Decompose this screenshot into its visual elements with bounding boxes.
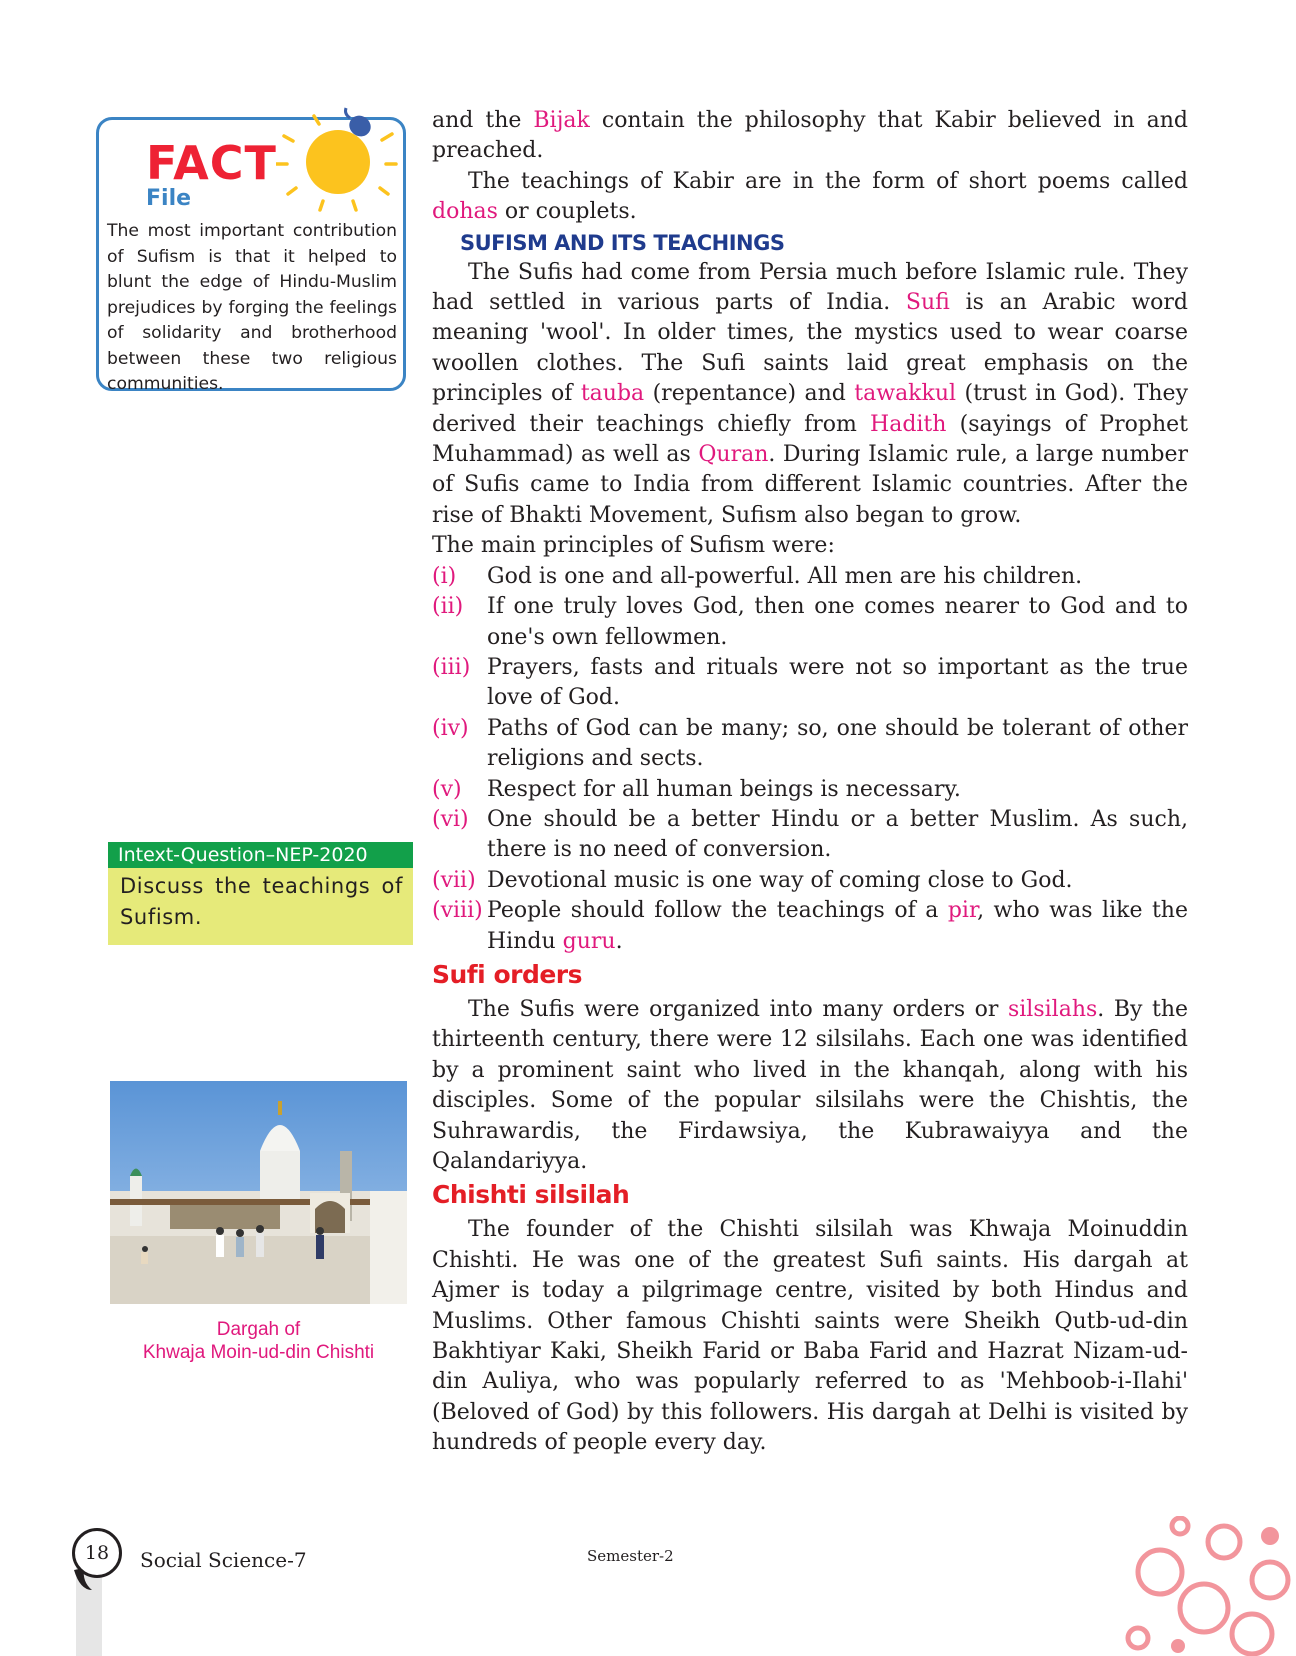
principle-number: (viii) — [432, 898, 483, 924]
dargah-photo — [110, 1081, 407, 1304]
book-title: Social Science-7 — [140, 1548, 307, 1572]
decorative-circles-icon — [1120, 1516, 1296, 1656]
text-run: People should follow the teachings of a — [487, 898, 948, 924]
semester-label: Semester-2 — [587, 1547, 674, 1565]
principle-text: Respect for all human beings is necessary. — [487, 776, 961, 802]
principle-text: Devotional music is one way of coming close to God. — [487, 867, 1073, 893]
keyword-tauba: tauba — [580, 381, 645, 407]
keyword-tawakkul: tawakkul — [854, 381, 957, 407]
fact-file-text: The most important contribution of Sufism is that it helped to blunt the edge of Hindu-Muslim prejudices by forging the feelings of solidarity and brotherhood between these two religious communities. — [107, 221, 397, 394]
text-run: . By the thirteenth century, there were 12 silsilahs. Each one was identified by a prominent saint who lived in the khanqah, along with his disciples. Some of the popular silsilahs were the Chishtis, the Suhrawardis, the Firdawsiya, the Kubrawaiyya and the Qalandariyya. — [432, 996, 1189, 1174]
keyword-bijak: Bijak — [533, 108, 590, 133]
lightbulb-sun-icon — [276, 104, 408, 214]
dargah-illustration — [110, 1081, 407, 1304]
heading-sufi-orders: Sufi orders — [432, 959, 583, 989]
principle-item — [432, 562, 1188, 592]
principles-intro: The main principles of Sufism were: — [432, 533, 835, 559]
text-run: The Sufis had come from Persia much before Islamic rule. They had settled in various parts of India. — [432, 259, 1188, 316]
heading-sufism-teachings: SUFISM AND ITS TEACHINGS — [460, 230, 785, 255]
text-run: (trust in God). They derived their teachings chiefly from — [432, 381, 1188, 437]
photo-caption-line2: Khwaja Moin-ud-din Chishti — [142, 1342, 375, 1363]
text-run: (sayings of Prophet Muhammad) as well as — [432, 411, 1188, 468]
principle-text: Prayers, fasts and rituals were not so important as the true love of God. — [487, 654, 1188, 711]
photo-caption-line1: Dargah of — [216, 1319, 301, 1340]
principle-number: (i) — [432, 563, 457, 589]
text-run: (repentance) and — [644, 381, 855, 407]
paragraph-sufis — [432, 258, 1188, 532]
keyword-pir: pir — [947, 898, 978, 924]
fact-file-subtitle: File — [146, 186, 192, 211]
photo-caption — [110, 1318, 407, 1364]
intext-question-text: Discuss the teachings of Sufism. — [108, 868, 413, 945]
principle-text: Paths of God can be many; so, one should be tolerant of other religions and sects. — [487, 715, 1188, 772]
keyword-guru: guru — [562, 928, 616, 954]
principle-text: One should be a better Hindu or a better Muslim. As such, there is no need of conversion. — [487, 806, 1188, 863]
principle-number: (vi) — [432, 806, 469, 832]
principle-item — [432, 805, 1188, 866]
principle-number: (iv) — [432, 715, 469, 741]
text-run: is an Arabic word meaning 'wool'. In older times, the mystics used to wear coarse woollen clothes. The Sufi saints laid great emphasis on the principles of — [432, 290, 1188, 407]
keyword-quran: Quran — [698, 442, 769, 468]
text-run: The teachings of Kabir are in the form of short poems called — [468, 168, 1188, 194]
paragraph-silsilahs — [432, 995, 1188, 1177]
principle-number: (iii) — [432, 654, 471, 680]
text-run: contain the philosophy that Kabir believed in and preached. — [432, 108, 1188, 164]
text-run: The Sufis were organized into many orders or — [468, 996, 1008, 1022]
principle-item — [432, 653, 1188, 714]
heading-chishti-silsilah: Chishti silsilah — [432, 1180, 630, 1210]
principle-text: God is one and all-powerful. All men are his children. — [487, 563, 1083, 589]
principle-item — [432, 714, 1188, 775]
main-text-column — [432, 106, 1188, 1459]
principle-item — [432, 592, 1188, 653]
principle-number: (ii) — [432, 594, 464, 620]
principle-item — [432, 775, 1188, 805]
keyword-hadith: Hadith — [870, 411, 947, 437]
principle-text: If one truly loves God, then one comes nearer to God and to one's own fellowmen. — [487, 594, 1188, 650]
paragraph-dohas — [432, 167, 1188, 228]
text-run: and the — [432, 108, 534, 133]
text-run: . — [615, 928, 623, 954]
keyword-silsilahs: silsilahs — [1007, 996, 1098, 1022]
paragraph-chishti: The founder of the Chishti silsilah was Khwaja Moinuddin Chishti. He was one of the greatest Sufi saints. His dargah at Ajmer is today a pilgrimage centre, visited by both Hindus and Muslims. Other famous Chishti saints were Sheikh Qutb-ud-din Bakhtiyar Kaki, Sheikh Farid or Baba Farid and Hazrat Nizam-ud-din Auliya, who was popularly referred to as 'Mehboob-i-Ilahi' (Beloved of God) by this followers. His dargah at Delhi is visited by hundreds of people every day. — [432, 1217, 1188, 1456]
principle-number: (vii) — [432, 867, 476, 893]
page-number: 18 — [72, 1528, 122, 1578]
intext-question-heading: Intext-Question–NEP-2020 — [108, 842, 413, 868]
text-run: , who was like the Hindu — [487, 898, 1188, 954]
fact-file-title: FACT — [146, 136, 277, 190]
keyword-sufi: Sufi — [905, 290, 950, 316]
principle-item — [432, 866, 1188, 896]
paragraph-bijak — [432, 106, 1188, 167]
keyword-dohas: dohas — [432, 199, 498, 225]
principles-list — [432, 562, 1188, 957]
text-run: . During Islamic rule, a large number of Sufis came to India from different Islamic countries. After the rise of Bhakti Movement, Sufism also began to grow. — [432, 442, 1189, 528]
principle-number: (v) — [432, 776, 462, 802]
principle-item — [432, 896, 1188, 957]
text-run: or couplets. — [497, 199, 637, 225]
